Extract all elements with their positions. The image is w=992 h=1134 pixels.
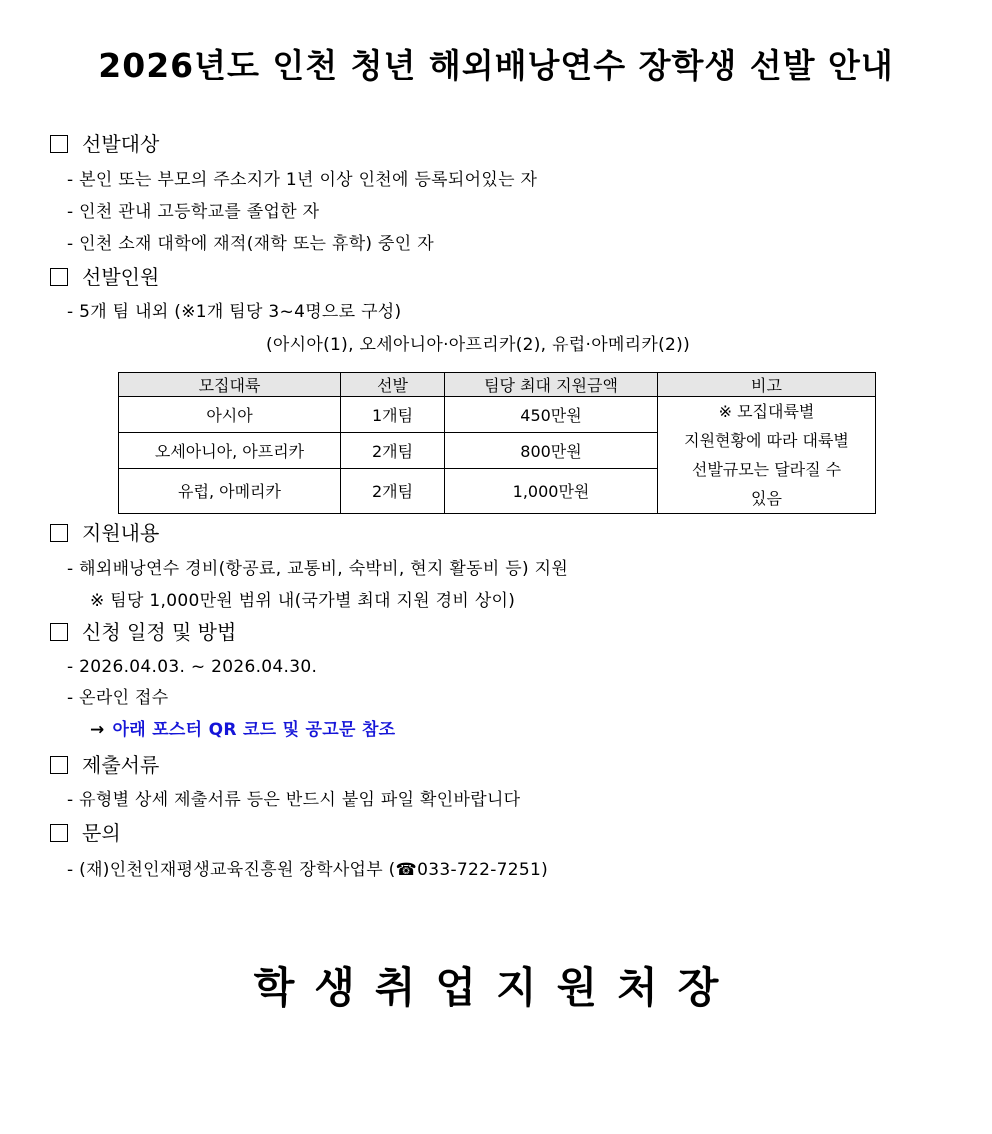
note-line: ※ 모집대륙별 [718, 402, 815, 421]
checkbox-square-icon [50, 623, 68, 641]
table-cell: 450만원 [445, 397, 658, 433]
table-cell: 800만원 [445, 432, 658, 468]
section-schedule-heading [50, 619, 236, 645]
section-support-heading [50, 520, 159, 546]
contact-item-1: - (재)인천인재평생교육진흥원 장학사업부 (☎033-722-7251) [67, 860, 549, 880]
section-documents-title: 제출서류 [82, 753, 160, 777]
section-contact-heading [50, 820, 121, 846]
documents-item-1-text: 유형별 상세 제출서류 등은 반드시 붙임 파일 확인바랍니다 [79, 790, 521, 810]
table-cell: 1개팀 [341, 397, 445, 433]
table-cell: 2개팀 [341, 432, 445, 468]
table-note-cell [658, 397, 876, 514]
checkbox-square-icon [50, 824, 68, 842]
table-header-cell: 팀당 최대 지원금액 [445, 373, 658, 397]
table-cell: 유럽, 아메리카 [119, 468, 341, 513]
section-quota-heading [50, 264, 159, 290]
quota-item-1: - 5개 팀 내외 (※1개 팀당 3~4명으로 구성) [67, 302, 402, 322]
document-title: 2026년도 인천 청년 해외배낭연수 장학생 선발 안내 [98, 46, 894, 85]
schedule-item-2-text: 온라인 접수 [79, 688, 169, 708]
target-item-3-text: 인천 소재 대학에 재적(재학 또는 휴학) 중인 자 [79, 234, 434, 254]
table-row [119, 397, 876, 433]
table-header-row [119, 373, 876, 397]
section-contact-title: 문의 [82, 821, 121, 845]
note-line: 지원현황에 따라 대륙별 [684, 431, 849, 450]
table-cell: 2개팀 [341, 468, 445, 513]
section-target-heading [50, 131, 159, 157]
note-line: 선발규모는 달라질 수 [691, 460, 842, 479]
schedule-item-1: - 2026.04.03. ~ 2026.04.30. [67, 657, 318, 677]
section-documents-heading [50, 752, 159, 778]
support-item-1-text: 해외배낭연수 경비(항공료, 교통비, 숙박비, 현지 활동비 등) 지원 [79, 559, 569, 579]
schedule-item-2: - 온라인 접수 [67, 688, 169, 708]
support-item-1: - 해외배낭연수 경비(항공료, 교통비, 숙박비, 현지 활동비 등) 지원 [67, 559, 569, 579]
checkbox-square-icon [50, 135, 68, 153]
table-cell: 오세아니아, 아프리카 [119, 432, 341, 468]
quota-detail: (아시아(1), 오세아니아·아프리카(2), 유럽·아메리카(2)) [266, 335, 691, 355]
quota-item-1-text: 5개 팀 내외 (※1개 팀당 3~4명으로 구성) [79, 302, 402, 322]
documents-item-1: - 유형별 상세 제출서류 등은 반드시 붙임 파일 확인바랍니다 [67, 790, 521, 810]
checkbox-square-icon [50, 268, 68, 286]
target-item-2-text: 인천 관내 고등학교를 졸업한 자 [79, 202, 320, 222]
target-item-1: - 본인 또는 부모의 주소지가 1년 이상 인천에 등록되어있는 자 [67, 170, 538, 190]
table-header-cell: 비고 [658, 373, 876, 397]
target-item-2: - 인천 관내 고등학교를 졸업한 자 [67, 202, 320, 222]
arrow-right-icon: → [90, 720, 105, 740]
checkbox-square-icon [50, 756, 68, 774]
target-item-3: - 인천 소재 대학에 재적(재학 또는 휴학) 중인 자 [67, 234, 434, 254]
support-note: ※ 팀당 1,000만원 범위 내(국가별 최대 지원 경비 상이) [90, 591, 516, 611]
issuer-signature: 학생취업지원처장 [253, 963, 739, 1012]
schedule-item-1-text: 2026.04.03. ~ 2026.04.30. [79, 657, 318, 677]
selection-table [118, 372, 876, 514]
target-item-1-text: 본인 또는 부모의 주소지가 1년 이상 인천에 등록되어있는 자 [79, 170, 538, 190]
section-support-title: 지원내용 [82, 521, 160, 545]
qr-reference-link[interactable]: 아래 포스터 QR 코드 및 공고문 참조 [112, 720, 396, 740]
section-schedule-title: 신청 일정 및 방법 [82, 620, 237, 644]
contact-item-1-text: (재)인천인재평생교육진흥원 장학사업부 (☎033-722-7251) [79, 860, 549, 880]
note-line: 있음 [751, 489, 782, 508]
table-header-cell: 선발 [341, 373, 445, 397]
checkbox-square-icon [50, 524, 68, 542]
table-header-cell: 모집대륙 [119, 373, 341, 397]
table-cell: 아시아 [119, 397, 341, 433]
section-target-title: 선발대상 [82, 132, 160, 156]
section-quota-title: 선발인원 [82, 265, 160, 289]
table-cell: 1,000만원 [445, 468, 658, 513]
schedule-link-line [90, 718, 395, 742]
